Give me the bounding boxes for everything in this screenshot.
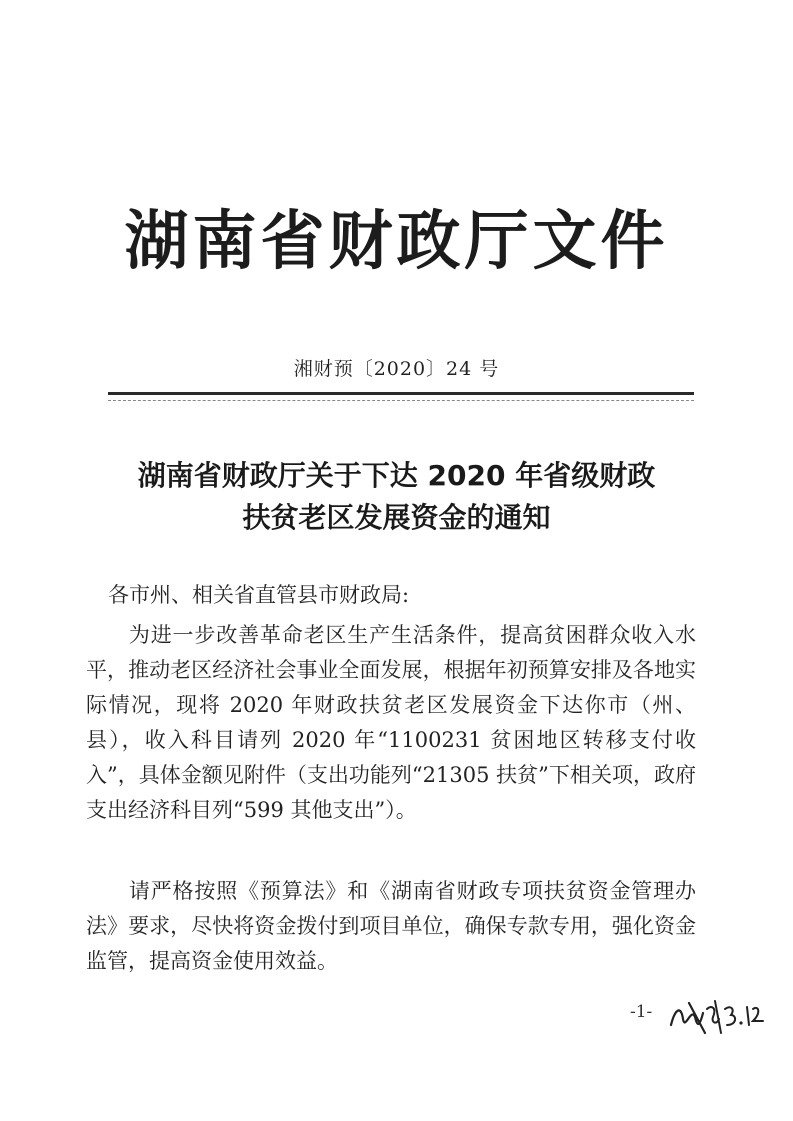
header-rule-shadow [108,400,694,401]
body-paragraph-2 [86,874,696,979]
page-number: -1- [630,1002,653,1022]
masthead-title: 湖南省财政厅文件 [124,204,669,279]
body-paragraph-2-text: 请严格按照《预算法》和《湖南省财政专项扶贫资金管理办法》要求，尽快将资金拨付到项目单位，确保专款专用，强化资金监管，提高资金使用效益。 [86,879,696,973]
notice-title-line-1: 湖南省财政厅关于下达 2020 年省级财政 [137,459,656,492]
header-rule [108,392,694,395]
handwritten-signature [665,995,765,1040]
body-paragraph-1 [86,618,696,828]
salutation: 各市州、相关省直管县市财政局: [108,583,410,607]
notice-title [80,455,713,539]
body-paragraph-1-text: 为进一步改善革命老区生产生活条件，提高贫困群众收入水平，推动老区经济社会事业全面发展，根据年初预算安排及各地实际情况，现将 2020 年财政扶贫老区发展资金下达你市（州、县），收入科目请列 2020 年“1100231 贫困地区转移支付收入”，具体金额见附件（支出功能列“21305 扶贫”下相关项，政府支出经济科目列“599 其他支出”）。 [86,623,696,822]
notice-title-line-2: 扶贫老区发展资金的通知 [242,501,551,534]
document-number: 湘财预〔2020〕24 号 [293,358,500,380]
